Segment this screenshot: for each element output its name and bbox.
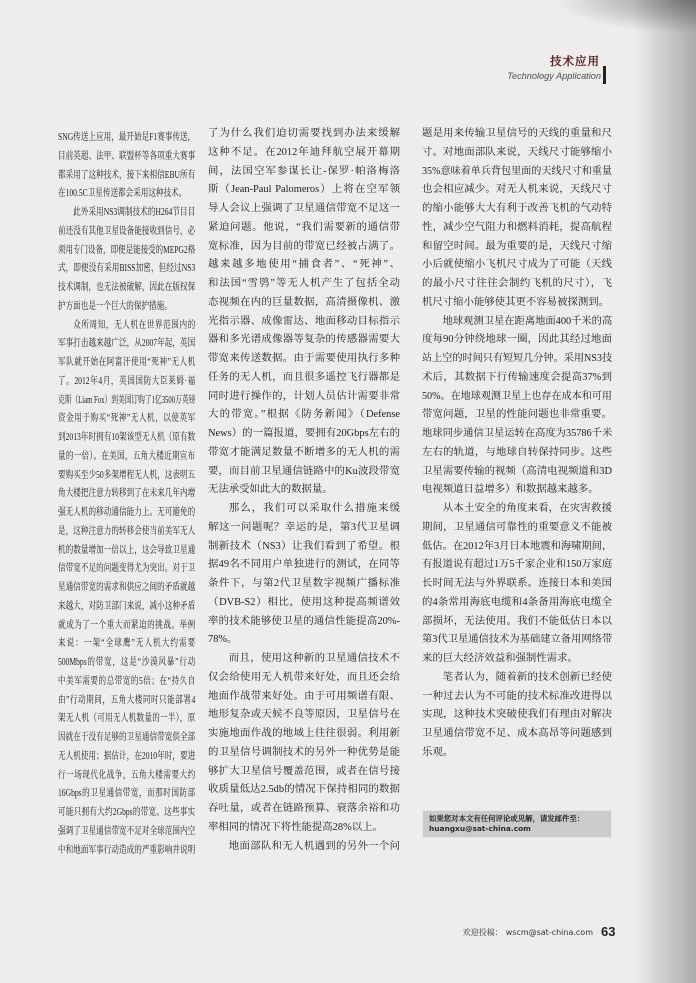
text-line: 由”行动期间，五角大楼同时只能部署4 bbox=[58, 694, 196, 706]
paragraph bbox=[208, 125, 400, 500]
paragraph bbox=[58, 317, 195, 861]
text-line: 中美军需要的总带宽的5倍；在“持久自 bbox=[58, 675, 196, 687]
text-line: 机尺寸缩小能够使其更不容易被探测到。 bbox=[422, 296, 610, 308]
text-line: 来说：一架“全球鹰”无人机大约需要 bbox=[58, 638, 196, 650]
text-line: 是，这种注意力的转移会使当前美军无人 bbox=[58, 525, 196, 537]
text-line: 低估。在2012年3月日本地震和海啸期间， bbox=[422, 540, 613, 552]
text-line: 期间，卫星通信可靠性的重要意义不能被 bbox=[422, 521, 612, 533]
text-line: 性，减少空气阻力和燃料消耗，提高航程 bbox=[422, 221, 612, 233]
text-line: 前还没有其他卫星设备能接收到信号，必 bbox=[58, 225, 196, 237]
text-line: 的缩小能够大大有利于改善飞机的气动特 bbox=[422, 203, 612, 214]
paragraph bbox=[58, 204, 195, 317]
text-line: 到2013年时拥有10架该型无人机（原有数 bbox=[58, 432, 196, 443]
text-line: 乐观。 bbox=[422, 746, 454, 758]
section-title-chinese: 技术应用 bbox=[550, 54, 600, 68]
text-line: 克斯（Liam Fox）到美国订购了1亿3500万英镑 bbox=[58, 394, 196, 406]
text-line: 目前英超、法甲、联盟杯等各项重大赛事 bbox=[58, 150, 196, 162]
text-line: 部损坏，无法使用。我们不能低估日本以 bbox=[422, 615, 612, 627]
text-line: 地形复杂或天候不良等原因，卫星信号在 bbox=[208, 709, 400, 721]
paragraph bbox=[422, 313, 612, 501]
text-line: 可能只拥有大约2Gbps的带宽。这些事实 bbox=[58, 807, 196, 818]
text-line: 须用专门设备，即便是能接受的MEPG2格 bbox=[58, 244, 196, 256]
text-line: 16Gbps的卫星通信带宽，而那时国防部 bbox=[58, 788, 196, 800]
text-line: 从本土安全的角度来看，在灾害救援 bbox=[442, 503, 612, 514]
page-number: 63 bbox=[601, 924, 616, 939]
text-line: 角大楼把注意力转移到了在未来几年内增 bbox=[58, 488, 196, 500]
text-line: 和法国“雪鸮”等无人机产生了包括全动 bbox=[208, 278, 400, 289]
paragraph bbox=[208, 838, 400, 857]
text-line: 小后就使缩小飞机尺寸成为了可能（天线 bbox=[422, 259, 612, 271]
text-line: 带宽才能满足数量不断增多的无人机的需 bbox=[208, 446, 400, 458]
text-line: 有报道说有超过1万5千家企业和150万家庭 bbox=[422, 559, 613, 571]
text-line: 任务的无人机，而且很多遥控飞行器都是 bbox=[208, 371, 400, 383]
paragraph bbox=[58, 129, 195, 204]
text-line: 众所周知，无人机在世界范围内的 bbox=[73, 319, 196, 331]
text-line: 术后，其数据下行传输速度会提高37%到 bbox=[422, 371, 612, 383]
text-line: 宽标准，因为目前的带宽已经被占满了。 bbox=[208, 240, 400, 252]
text-line: 的4条常用海底电缆和4条备用海底电缆全 bbox=[422, 596, 612, 608]
text-line: 左右的轨道，与地球自转保持同步。这些 bbox=[422, 446, 612, 458]
text-line: 500Mbps的带宽，这是“沙漠风暴”行动 bbox=[58, 657, 196, 668]
text-line: 间，法国空军参谋长让-保罗·帕洛梅洛 bbox=[208, 165, 400, 177]
paragraph bbox=[208, 650, 400, 838]
text-line: 站上空的时间只有短短几分钟。采用NS3技 bbox=[422, 353, 613, 364]
text-line: 因就在于没有足够的卫星通信带宽供全部 bbox=[58, 732, 196, 743]
text-line: 要购买至少50多架增程无人机，这表明五 bbox=[58, 469, 196, 481]
text-line: 度每90分钟绕地球一圈，因此其经过地面 bbox=[422, 334, 612, 346]
text-line: 35%意味着单兵背包里面的天线尺寸和重量 bbox=[422, 165, 612, 177]
text-line: 斯（Jean-Paul Palomeros）上将在空军领 bbox=[208, 184, 400, 196]
text-line: 要，而目前卫星通信链路中的Ku波段带宽 bbox=[208, 465, 400, 477]
section-marker-bar bbox=[603, 66, 606, 84]
text-line: 行一场现代化战争，五角大楼需要大约 bbox=[58, 769, 196, 781]
section-title-english: Technology Application bbox=[507, 71, 601, 81]
comment-prompt: 如果您对本文有任何评论或见解，请发邮件至： bbox=[429, 814, 585, 823]
text-line: 地球同步通信卫星运转在高度为35786千米 bbox=[422, 428, 613, 439]
text-line: 率相同的情况下将性能提高28%以上。 bbox=[208, 821, 383, 833]
text-line: 和留空时间。最为重要的是，天线尺寸缩 bbox=[422, 240, 612, 252]
text-line: News）的一篇报道，要拥有20Gbps左右的 bbox=[208, 428, 400, 439]
text-line: 资金用于购买“死神”无人机，以使英军 bbox=[58, 413, 196, 425]
text-line: 实施地面作战的地域上往往很弱。利用新 bbox=[208, 728, 400, 739]
text-line: 实现，这种技术突破使我们有理由对解决 bbox=[422, 709, 612, 721]
text-line: 地球观测卫星在距离地面400千米的高 bbox=[442, 315, 613, 327]
text-line: 一种过去认为不可能的技术标准改进得以 bbox=[422, 690, 612, 702]
text-line: 护方面也是一个巨大的保护措施。 bbox=[58, 300, 172, 312]
paragraph bbox=[422, 669, 612, 763]
text-line: 的最小尺寸往往会制约飞机的尺寸），飞 bbox=[422, 278, 612, 289]
text-line: 笔者认为，随着新的技术创新已经使 bbox=[442, 671, 612, 683]
text-line: 态视频在内的巨量数据，高清摄像机、激 bbox=[208, 296, 400, 308]
text-line: 地面部队和无人机遇到的另外一个问 bbox=[228, 840, 400, 852]
text-line: 军事打击越来越广泛，从2007年起，英国 bbox=[58, 338, 196, 350]
scan-edge-shadow bbox=[634, 0, 696, 983]
text-line: 率的技术能够使卫星的通信性能提高20%- bbox=[208, 615, 400, 627]
text-line: 卫星需要传输的视频（高清电视频道和3D bbox=[422, 465, 612, 477]
text-line: 也会相应减少。对无人机来说，天线尺寸 bbox=[422, 184, 612, 196]
text-line: 这种不足。在2012年迪拜航空展开幕期 bbox=[208, 146, 400, 158]
text-line: 机的数量增加一倍以上，这会导致卫星通 bbox=[58, 544, 196, 556]
text-line: 紧迫问题。他说，“我们需要新的通信带 bbox=[208, 221, 400, 233]
text-line: 条件下，与第2代卫星数字视频广播标准 bbox=[208, 578, 400, 589]
text-line: 光指示器、成像雷达、地面移动目标指示 bbox=[208, 315, 400, 327]
comment-email: huangxu@sat-china.com bbox=[429, 824, 531, 833]
text-line: 量的一倍）。在美国，五角大楼近期宣布 bbox=[58, 450, 196, 462]
text-line: 的卫星信号调制技术的另外一种优势是能 bbox=[208, 746, 400, 758]
text-line: 了为什么我们迫切需要找到办法来缓解 bbox=[208, 128, 400, 139]
text-line: 仅会给使用无人机带来好处，而且还会给 bbox=[208, 671, 400, 683]
article-column-left bbox=[58, 129, 195, 860]
text-line: 无法承受如此大的数据量。 bbox=[208, 484, 333, 496]
text-line: 地面作战带来好处。由于可用频谱有限、 bbox=[208, 690, 400, 702]
text-line: 星通信带宽的需求和供应之间的矛盾就越 bbox=[58, 582, 196, 593]
footer-submission bbox=[463, 927, 593, 938]
text-line: 同时进行操作的，计划人员估计需要非常 bbox=[208, 390, 400, 402]
text-line: SNG传送上应用，最开始是F1赛事传送， bbox=[58, 132, 196, 143]
text-line: 了。2012年4月，英国国防大臣莱姆·福 bbox=[58, 375, 196, 387]
text-line: 够扩大卫星信号覆盖范围，或者在信号接 bbox=[208, 765, 400, 777]
text-line: 解这一问题呢？幸运的是，第3代卫星调 bbox=[208, 521, 400, 533]
text-line: （DVB-S2）相比，使用这种提高频谱效 bbox=[208, 596, 400, 608]
text-line: 卫星通信带宽不足、成本高昂等问题感到 bbox=[422, 728, 612, 739]
text-line: 78%。 bbox=[208, 634, 238, 646]
text-line: 电视频道日益增多）和数据越来越多。 bbox=[422, 484, 599, 496]
text-line: 寸。对地面部队来说，天线尺寸能够缩小 bbox=[422, 146, 612, 158]
paragraph bbox=[208, 500, 400, 650]
text-line: 而且，使用这种新的卫星通信技术不 bbox=[228, 653, 400, 664]
text-line: 带宽问题，卫星的性能问题也非常重要。 bbox=[422, 409, 612, 421]
text-line: 器和多光谱成像器等复杂的传感器需要大 bbox=[208, 334, 400, 346]
text-line: 架无人机（可用无人机数量的一半），原 bbox=[58, 713, 196, 725]
text-line: 50%。在地球观测卫星上也存在成本和可用 bbox=[422, 390, 612, 402]
text-line: 军队就开始在阿富汗使用“死神”无人机 bbox=[58, 357, 196, 368]
text-line: 中和地面军事行动造成的严重影响并说明 bbox=[58, 844, 196, 856]
text-line: 来的巨大经济效益和强制性需求。 bbox=[422, 653, 578, 664]
text-line: 收质量低达2.5db的情况下保持相同的数据 bbox=[208, 784, 400, 796]
text-line: 题是用来传输卫星信号的天线的重量和尺 bbox=[422, 128, 612, 139]
article-column-middle bbox=[208, 125, 400, 856]
scan-corner-shadow bbox=[556, 0, 696, 34]
text-line: 大的带宽。”根据《防务新闻》（Defense bbox=[208, 409, 400, 421]
text-line: 技术调制，也无法被破解，因此在版权保 bbox=[58, 282, 196, 293]
submission-label: 欢迎投稿： bbox=[462, 928, 503, 937]
text-line: 导人会议上强调了卫星通信带宽不足这一 bbox=[208, 203, 400, 214]
submission-email: wscm@sat-china.com bbox=[505, 928, 593, 937]
text-line: 强调了卫星通信带宽不足对全球范围内空 bbox=[58, 825, 196, 837]
text-line: 无人机使用；据估计，在2010年时，要进 bbox=[58, 750, 196, 762]
text-line: 长时间无法与外界联系。连接日本和美国 bbox=[422, 578, 612, 589]
text-line: 此外采用NS3调制技术的H264节目目 bbox=[73, 207, 196, 218]
comment-box bbox=[422, 810, 612, 838]
text-line: 信带宽不足的问题变得尤为突出。对于卫 bbox=[58, 563, 196, 575]
text-line: 第3代卫星通信技术为基础建立备用网络带 bbox=[422, 634, 613, 646]
text-line: 带宽来传送数据。由于需要使用执行多种 bbox=[208, 353, 400, 364]
text-line: 都采用了这种技术，接下来相信EBU所有 bbox=[58, 169, 196, 181]
text-line: 越来越多地使用“捕食者”、“死神”、 bbox=[208, 259, 400, 271]
text-line: 吞吐量，或者在链路预算、衰落余裕和功 bbox=[208, 803, 400, 814]
text-line: 式，即便没有采用BISS加密，但经过NS3 bbox=[58, 263, 196, 275]
paragraph bbox=[422, 500, 612, 669]
paragraph bbox=[422, 125, 612, 313]
text-line: 据49名不同用户单独进行的测试，在同等 bbox=[208, 559, 400, 571]
text-line: 那么，我们可以采取什么措施来缓 bbox=[228, 503, 400, 514]
text-line: 就成为了一个重大而紧迫的挑战。举例 bbox=[58, 619, 196, 631]
text-line: 在100.5C卫星传送都会采用这种技术。 bbox=[58, 188, 187, 200]
text-line: 来越大，对防卫部门来说，减小这种矛盾 bbox=[58, 600, 196, 612]
article-column-right bbox=[422, 125, 612, 763]
text-line: 强无人机的移动通信能力上。无可避免的 bbox=[58, 507, 196, 518]
text-line: 制新技术（NS3）让我们看到了希望。根 bbox=[208, 540, 400, 552]
